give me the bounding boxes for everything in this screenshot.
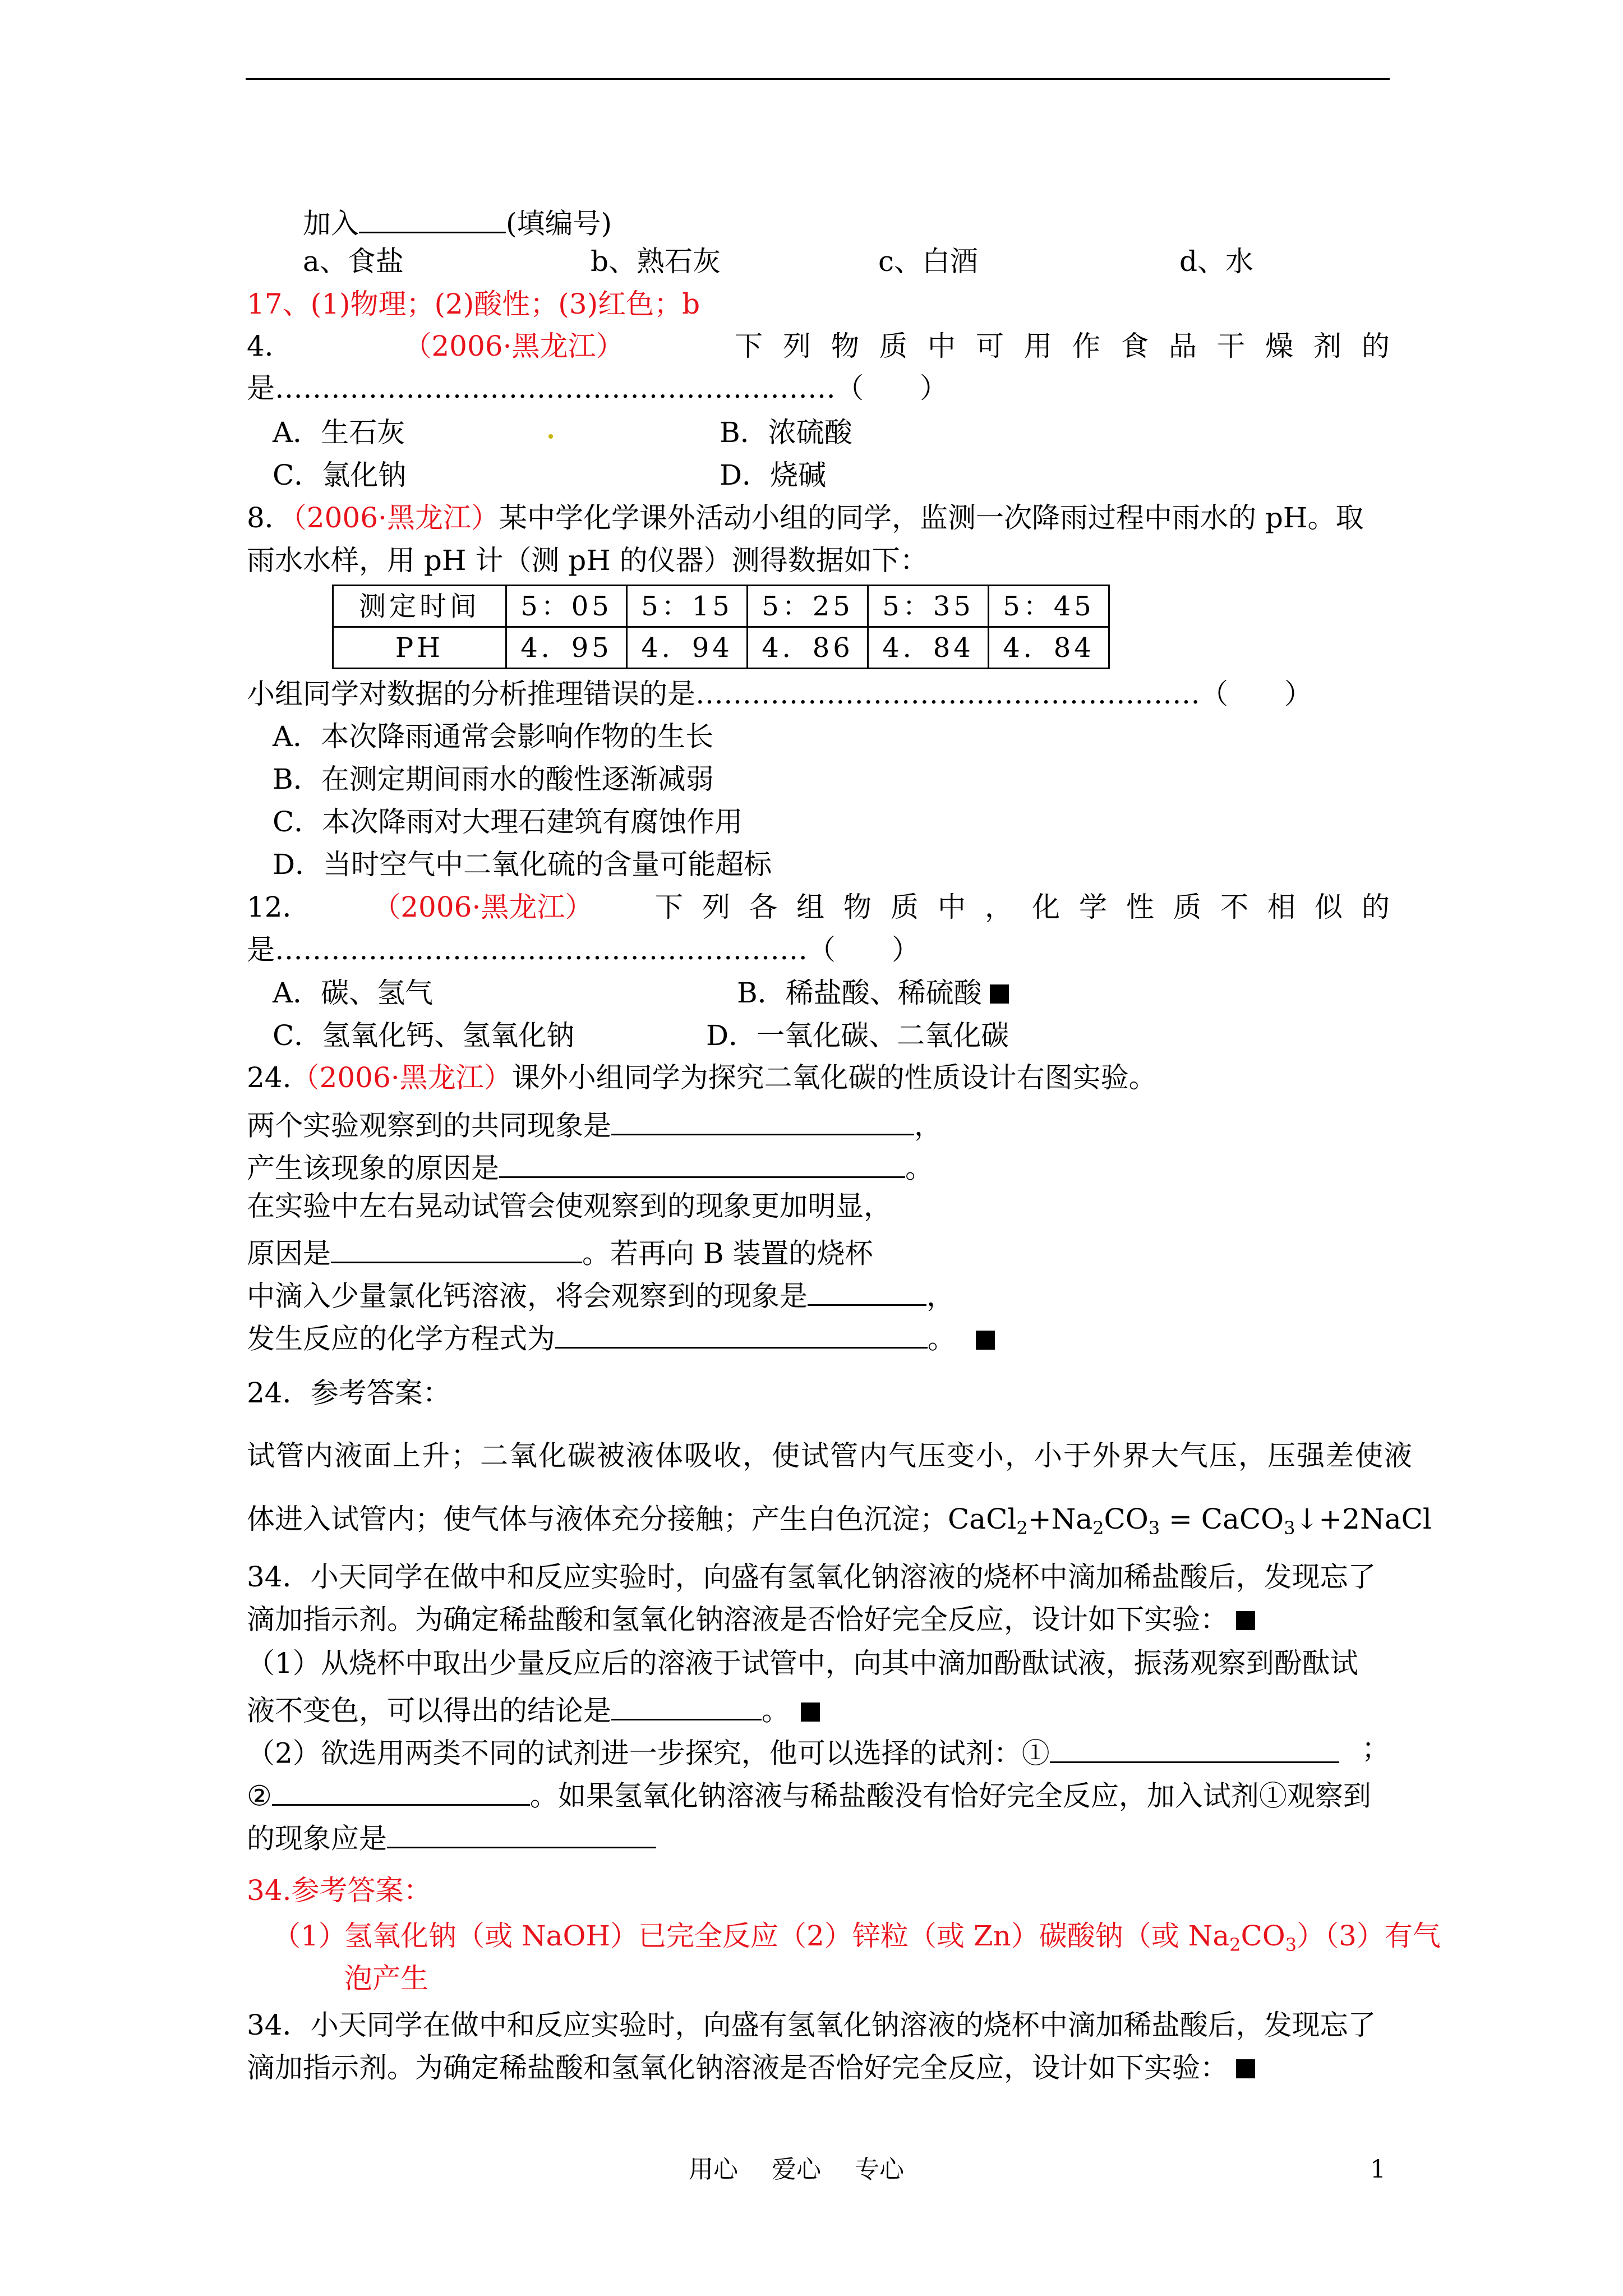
header-rule: [246, 78, 1390, 80]
option-c: C．氯化钠: [273, 459, 407, 491]
option-a: A．生石灰: [273, 416, 405, 449]
page-footer: 用心 爱心 专心: [689, 2155, 904, 2184]
answer-blank: [1050, 1734, 1339, 1763]
answer-34-line1: 氢氧化钠（或 NaOH）已完全反应（2）锌粒（或 Zn）碳酸钠（或 $Na_2CO_3)(3)$有气: [344, 1920, 1441, 1955]
answer-blank: [331, 1235, 582, 1263]
option-a: A．本次降雨通常会影响作物的生长: [273, 720, 714, 753]
answer-blank: [272, 1777, 530, 1806]
option-d: D．一氧化碳、二氧化碳: [706, 1019, 1009, 1052]
document-page: 加入 (填编号) a、食盐 b、熟石灰 c、白酒 d、水 17、(1)物理；(2)酸性；(3)红色；b 4． （2006·黑龙江） 下列物质中可用作食品干燥剂的 是……………………………………………………（ ） A．生石灰 B．浓硫酸 C．氯化钠 D．烧碱 8．（2006·黑龙江）某中学化学课外活动小组的同学，监测一次降雨过程中雨水的 pH。取 雨水水样，用 pH 计（测 pH 的仪器）测得数据如下： 测定时间 5：05 5：15 5：25 5：35 5：45 PH 4．95 4．94 4．86 4．84 4．84 小组同学对数据的分析推理错误的是………………………………………………（ ） A．本次降雨通常会影响作物的生长 B．在测定期间雨水的酸性逐渐减弱 C．本次降雨对大理石建筑有腐蚀作用 D．当时空气中二氧化硫的含量可能超标 12． （2006·黑龙江） 下列各组物质中，化学性质不相似的 是…………………………………………………（ ） A．碳、氢气 B．稀盐酸、稀硫酸 C．氢氧化钙、氢氧化钠 D．一氧化碳、二氧化碳 24.（2006·黑龙江）课外小组同学为探究二氧化碳的性质设计右图实验。 两个实验观察到的共同现象是 ， 产生该现象的原因是 。 在实验中左右晃动试管会使观察到的现象更加明显， 原因是 。若再向 B 装置的烧杯 中滴入少量氯化钙溶液，将会观察到的现象是 ， 发生反应的化学方程式为 。 24．参考答案： 试管内液面上升；二氧化碳被液体吸收，使试管内气压变小，小于外界大气压，压强差使液 体进入试管内；使气体与液体充分接触；产生白色沉淀；$CaCl_2+Na_2CO_3$ = CaCO$_3$↓+2NaCl 34．小天同学在做中和反应实验时，向盛有氢氧化钠溶液的烧杯中滴加稀盐酸后，发现忘了 滴加指示剂。为确定稀盐酸和氢氧化钠溶液是否恰好完全反应，设计如下实验： （1）从烧杯中取出少量反应后的溶液于试管中，向其中滴加酚酞试液，振荡观察到酚酞试 液不变色，可以得出的结论是 。 （2）欲选用两类不同的试剂进一步探究，他可以选择的试剂：① ； ② 。如果氢氧化钠溶液与稀盐酸没有恰好完全反应，加入试剂①观察到 的现象应是 34.参考答案： （1） 氢氧化钠（或 NaOH）已完全反应（2）锌粒（或 Zn）碳酸钠（或 $Na_2CO_3)(3)$有气 泡产生 34．小天同学在做中和反应实验时，向盛有氢氧化钠溶液的烧杯中滴加稀盐酸后，发现忘了 滴加指示剂。为确定稀盐酸和氢氧化钠溶液是否恰好完全反应，设计如下实验： 用心 爱心 专心 1: [0, 0, 1623, 2296]
options-line: a、食盐: [303, 245, 404, 278]
square-mark-icon: [976, 1331, 995, 1350]
question-34-stem-repeat: 34．小天同学在做中和反应实验时，向盛有氢氧化钠溶液的烧杯中滴加稀盐酸后，发现忘了: [247, 2009, 1376, 2041]
option-a: A．碳、氢气: [273, 977, 434, 1009]
option-c: C．氢氧化钙、氢氧化钠: [273, 1019, 575, 1052]
question-8-stem: 8．（2006·黑龙江）某中学化学课外活动小组的同学，监测一次降雨过程中雨水的 pH。取: [247, 501, 1364, 534]
page-number: 1: [1370, 2155, 1386, 2184]
question-12-stem: 12． （2006·黑龙江） 下列各组物质中，化学性质不相似的: [247, 891, 1409, 923]
option-b: B．在测定期间雨水的酸性逐渐减弱: [273, 763, 714, 795]
answer-34-title: 34.参考答案：: [247, 1874, 432, 1907]
option-d: D．当时空气中二氧化硫的含量可能超标: [273, 848, 772, 881]
table-row: 测定时间 5：05 5：15 5：25 5：35 5：45: [333, 586, 1109, 627]
option-b: B．稀盐酸、稀硫酸: [737, 979, 1009, 1007]
option-d: D．烧碱: [720, 459, 827, 491]
square-mark-icon: [990, 984, 1009, 1004]
option-b: B．浓硫酸: [720, 416, 852, 449]
answer-blank: [611, 1107, 914, 1135]
square-mark-icon: [1236, 2059, 1255, 2078]
answer-24-title: 24．参考答案：: [247, 1377, 451, 1409]
answer-24-line1: 试管内液面上升；二氧化碳被液体吸收，使试管内气压变小，小于外界大气压，压强差使液: [247, 1439, 1413, 1472]
answer-blank: [808, 1277, 926, 1306]
question-4-stem: 4． （2006·黑龙江） 下列物质中可用作食品干燥剂的: [247, 330, 1410, 362]
question-34-stem: 34．小天同学在做中和反应实验时，向盛有氢氧化钠溶液的烧杯中滴加稀盐酸后，发现忘了: [247, 1561, 1376, 1593]
table-row: PH 4．95 4．94 4．86 4．84 4．84: [333, 627, 1109, 669]
option-c: C．本次降雨对大理石建筑有腐蚀作用: [273, 806, 743, 838]
answer-blank: [359, 205, 506, 233]
fill-line: 加入 (填编号): [303, 205, 612, 238]
question-24-stem: 24.（2006·黑龙江）课外小组同学为探究二氧化碳的性质设计右图实验。: [247, 1061, 1157, 1094]
answer-17: 17、(1)物理；(2)酸性；(3)红色；b: [247, 288, 700, 320]
answer-24-line2: 体进入试管内；使气体与液体充分接触；产生白色沉淀；$CaCl_2+Na_2CO_3$ = CaCO$_3$↓+2NaCl: [247, 1503, 1432, 1539]
answer-blank: [555, 1320, 928, 1349]
square-mark-icon: [1236, 1611, 1255, 1630]
ph-data-table: [332, 585, 1110, 669]
stray-dot: [548, 434, 553, 439]
answer-blank: [499, 1149, 905, 1178]
answer-blank: [611, 1692, 762, 1720]
square-mark-icon: [801, 1703, 820, 1722]
answer-blank: [387, 1820, 656, 1848]
